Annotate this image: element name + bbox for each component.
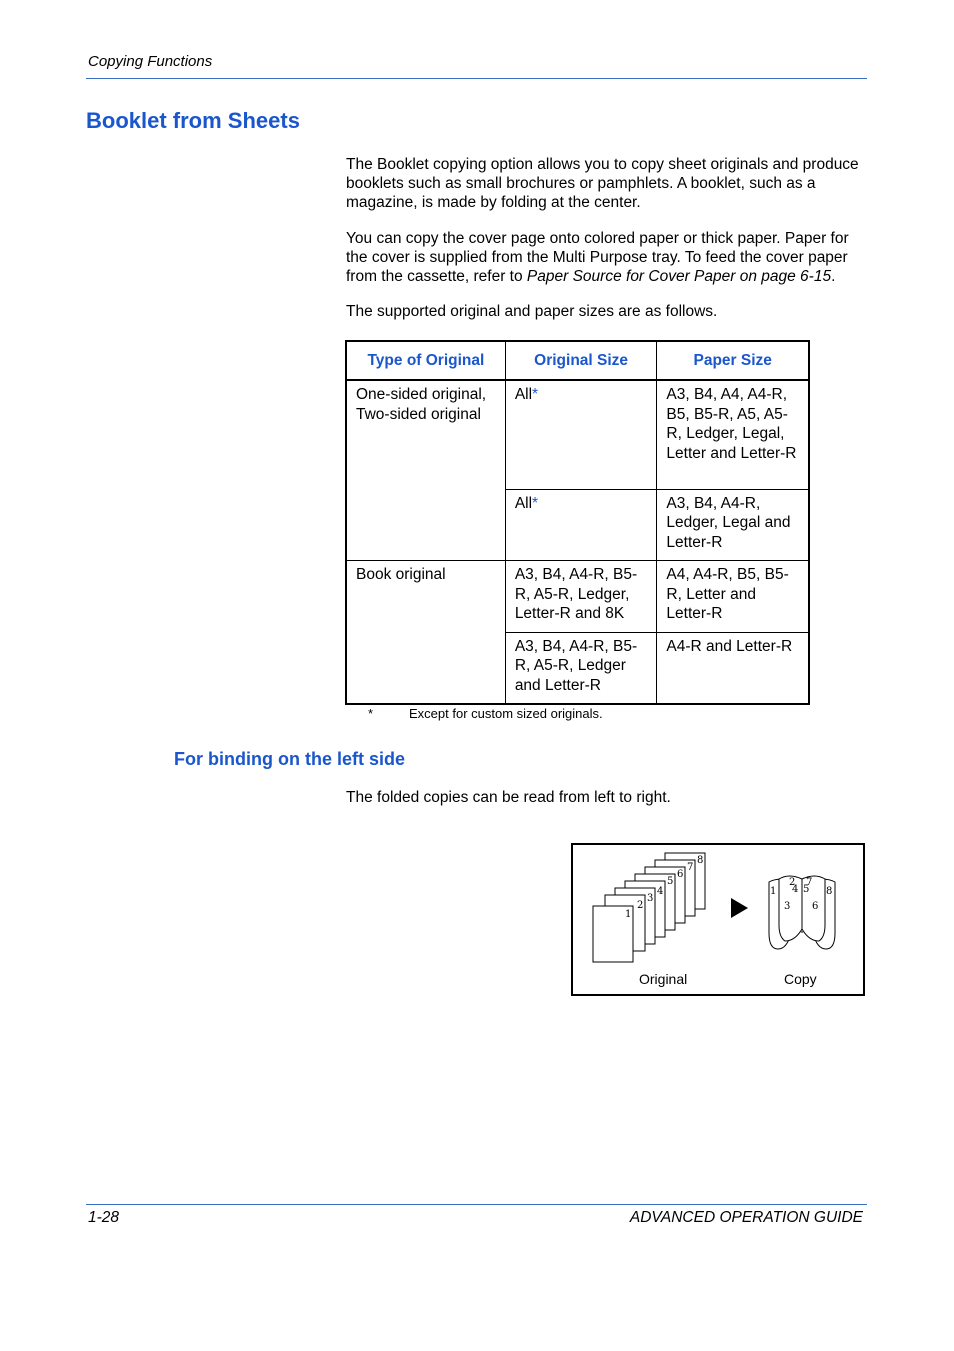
copy-page-number: 8 xyxy=(826,886,833,897)
footnote-text: Except for custom sized originals. xyxy=(409,706,603,721)
copy-page-number: 2 xyxy=(789,877,796,888)
intro-paragraph-1: The Booklet copying option allows you to copy sheet originals and produce booklets such as small brochures or pamphlets. A booklet, such as a magazine, is made by folding at the center. xyxy=(346,156,859,211)
header-rule xyxy=(86,78,867,79)
guide-title-footer: ADVANCED OPERATION GUIDE xyxy=(629,1209,863,1226)
original-size-cell: A3, B4, A4-R, B5-R, A5-R, Ledger, Letter-R and 8K xyxy=(505,561,657,633)
page-number: 6 xyxy=(677,869,684,880)
footnote-star: * xyxy=(532,494,539,512)
subsection-text: The folded copies can be read from left to right. xyxy=(346,789,671,806)
type-cell: Book original xyxy=(346,561,505,705)
page-number: 8 xyxy=(697,855,704,866)
page-number-footer: 1-28 xyxy=(88,1209,120,1226)
figure-label-original: Original xyxy=(639,971,688,987)
table-header-row xyxy=(346,341,809,380)
intro-paragraph-3: The supported original and paper sizes are as follows. xyxy=(346,303,718,320)
running-header: Copying Functions xyxy=(88,53,213,70)
figure-label-copy: Copy xyxy=(784,971,817,987)
page-number: 4 xyxy=(657,886,664,897)
booklet-figure xyxy=(571,843,865,996)
subsection-title: For binding on the left side xyxy=(174,749,405,769)
original-size-cell xyxy=(505,380,657,489)
page-number: 7 xyxy=(687,862,694,873)
copy-page-number: 6 xyxy=(812,901,819,912)
original-size-cell: A3, B4, A4-R, B5-R, A5-R, Ledger and Letter-R xyxy=(505,632,657,704)
page-number: 1 xyxy=(625,909,632,920)
booklet-illustration xyxy=(573,845,863,994)
original-size-cell xyxy=(505,489,657,561)
table-row xyxy=(346,561,809,633)
paper-size-cell: A4-R and Letter-R xyxy=(657,632,809,704)
footer-rule xyxy=(86,1204,867,1205)
page-title: Booklet from Sheets xyxy=(86,108,300,133)
copy-page-number: 7 xyxy=(806,877,813,888)
original-size-value: All xyxy=(514,386,533,403)
table-row xyxy=(346,380,809,489)
intro-paragraph-2-end: . xyxy=(831,268,836,285)
paper-size-cell: A4, A4-R, B5, B5-R, Letter and Letter-R xyxy=(657,561,809,633)
original-size-value: All xyxy=(514,494,533,512)
header-original-size: Original Size xyxy=(505,341,657,380)
page-number: 5 xyxy=(667,876,674,887)
copy-page-number: 1 xyxy=(770,886,777,897)
page-number: 2 xyxy=(637,900,644,911)
header-type-of-original: Type of Original xyxy=(346,341,505,380)
intro-paragraph-2 xyxy=(346,229,870,286)
copy-page-number: 3 xyxy=(784,901,791,912)
type-cell: One-sided original, Two-sided original xyxy=(346,380,505,561)
page-number: 3 xyxy=(647,893,654,904)
footnote-mark: * xyxy=(368,706,374,721)
footnote-star: * xyxy=(532,386,539,403)
paper-size-cell: A3, B4, A4-R, Ledger, Legal and Letter-R xyxy=(657,489,809,561)
copy-page-number: 4 xyxy=(792,884,799,895)
arrow-right-icon xyxy=(731,898,748,918)
size-table xyxy=(345,340,810,705)
copy-page-number: 5 xyxy=(803,884,810,895)
paper-size-cell: A3, B4, A4, A4-R, B5, B5-R, A5, A5-R, Ledger, Legal, Letter and Letter-R xyxy=(657,380,809,489)
intro-paragraph-2-text: You can copy the cover page onto colored paper or thick paper. Paper for the cover is supplied from the Multi Purpose tray. To feed the cover paper from the cassette, refer to xyxy=(346,230,849,285)
header-paper-size: Paper Size xyxy=(657,341,809,380)
cross-reference-link[interactable]: Paper Source for Cover Paper on page 6-15 xyxy=(526,268,832,285)
